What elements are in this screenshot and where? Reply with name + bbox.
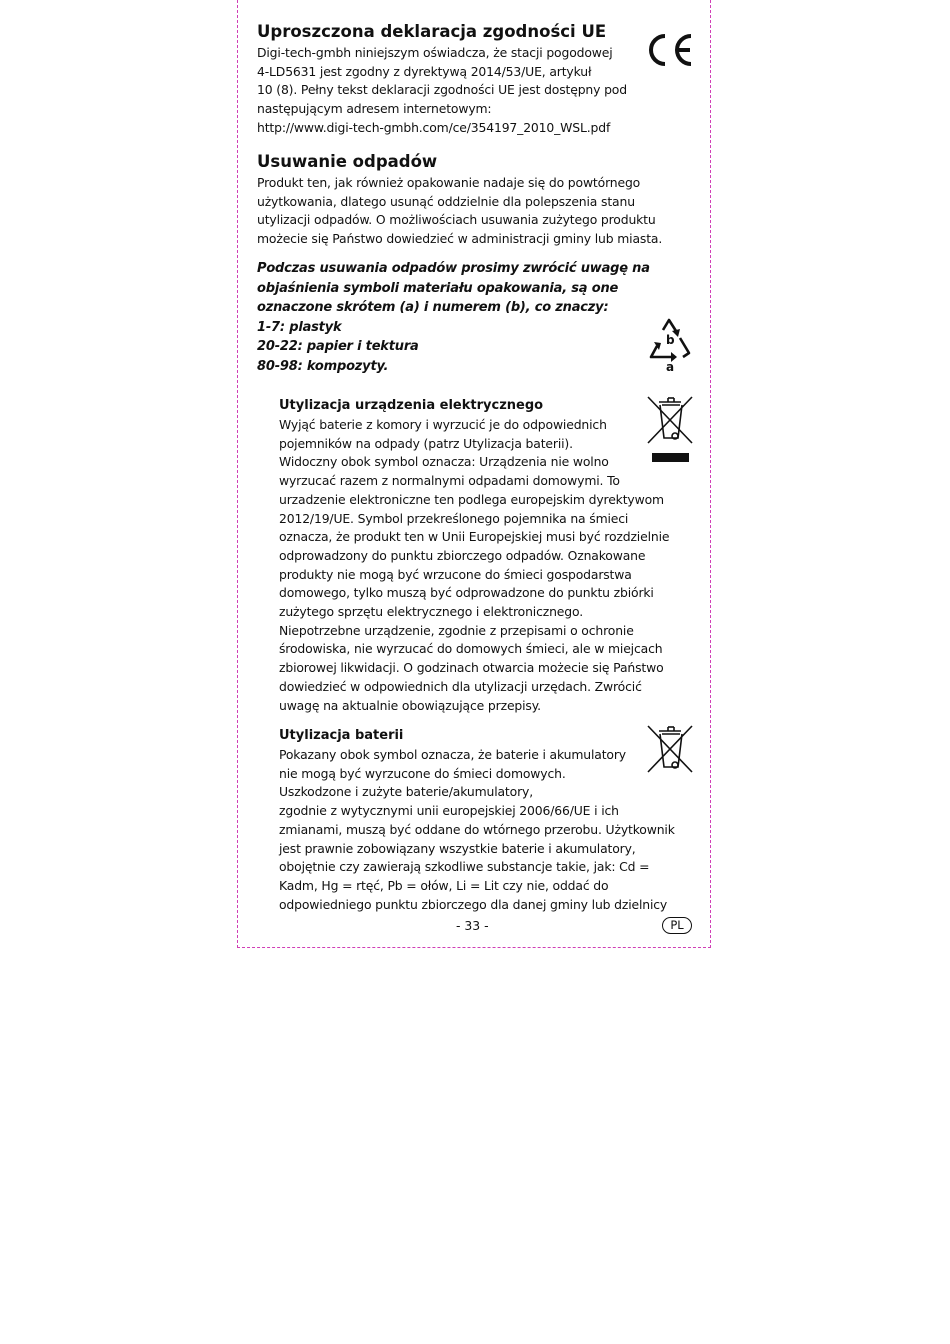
text-line: 4-LD5631 jest zgodny z dyrektywą 2014/53/UE, artykuł	[257, 63, 592, 79]
ce-mark-icon	[645, 32, 695, 68]
text-line: Wyjąć baterie z komory i wyrzucić je do odpowiednich	[279, 417, 607, 432]
electrical-disposal-title: Utylizacja urządzenia elektrycznego	[279, 398, 544, 413]
text-line: użytkowania, dlatego usunąć oddzielnie dla polepszenia stanu	[257, 193, 635, 209]
text-line: produkty nie mogą być wrzucone do śmieci gospodarstwa	[279, 566, 632, 582]
text-line: zbiorowej likwidacji. O godzinach otwarcia możecie się Państwo	[279, 660, 664, 676]
text-line: odpowiedniego punktu zbiorczego dla danej gminy lub dzielnicy	[279, 896, 668, 912]
text-line: zmianami, muszą być oddane do wtórnego przerobu. Użytkownik	[279, 821, 675, 837]
text-line: następującym adresem internetowym:	[257, 101, 492, 117]
text-line: uwagę na aktualnie obowiązujące przepisy.	[279, 697, 541, 713]
recycle-abbrev-label: a	[666, 360, 675, 374]
text-line: pojemników na odpady (patrz Utylizacja baterii).	[279, 435, 573, 451]
text-line: 20-22: papier i tektura	[257, 339, 419, 355]
crossed-out-bin-icon	[645, 394, 695, 466]
recycle-number-label: b	[666, 333, 675, 347]
eu-declaration-title: Uproszczona deklaracja zgodności UE	[257, 22, 607, 41]
text-line: objaśnienia symboli materiału opakowania, są one	[257, 280, 619, 296]
text-line: 80-98: kompozyty.	[257, 359, 389, 374]
text-line: Kadm, Hg = rtęć, Pb = ołów, Li = Lit czy nie, oddać do	[279, 877, 609, 893]
text-line: Produkt ten, jak również opakowanie nadaje się do powtórnego	[257, 175, 641, 190]
text-line: możecie się Państwo dowiedzieć w administracji gminy lub miasta.	[257, 231, 663, 247]
battery-disposal-title: Utylizacja baterii	[279, 728, 404, 743]
text-line: Uszkodzone i zużyte baterie/akumulatory,	[279, 784, 533, 800]
text-line: Digi-tech-gmbh niniejszym oświadcza, że stacji pogodowej	[257, 45, 613, 60]
text-line: środowiska, nie wyrzucać do domowych śmieci, ale w miejcach	[279, 641, 663, 657]
text-line: urzadzenie elektroniczne ten podlega europejskim dyrektywom	[279, 491, 664, 507]
text-line: wyrzucać razem z normalnymi odpadami domowymi. To	[279, 473, 620, 489]
waste-disposal-title: Usuwanie odpadów	[257, 152, 438, 171]
language-badge: PL	[662, 917, 692, 934]
text-line: utylizacji odpadów. O możliwościach usuwania zużytego produktu	[257, 212, 656, 228]
text-line: oznacza, że produkt ten w Unii Europejskiej musi być rozdzielnie	[279, 529, 670, 545]
text-line: Podczas usuwania odpadów prosimy zwrócić uwagę na	[257, 261, 650, 276]
text-line: Widoczny obok symbol oznacza: Urządzenia nie wolno	[279, 454, 609, 470]
crossed-out-bin-icon	[645, 723, 695, 773]
text-line: Pokazany obok symbol oznacza, że baterie i akumulatory	[279, 747, 626, 762]
url-line: http://www.digi-tech-gmbh.com/ce/354197_2010_WSL.pdf	[257, 119, 611, 135]
text-line: 1-7: plastyk	[257, 319, 342, 335]
text-line: obojętnie czy zawierają szkodliwe substancje takie, jak: Cd =	[279, 859, 650, 875]
text-line: odprowadzony do punktu zbiorczego odpadów. Oznakowane	[279, 547, 646, 563]
text-line: zużytego sprzętu elektrycznego i elektronicznego.	[279, 604, 583, 619]
text-line: zgodnie z wytycznymi unii europejskiej 2006/66/UE i ich	[279, 803, 619, 819]
page-number: - 33 -	[456, 918, 489, 933]
text-line: dowiedzieć w odpowiednich dla utylizacji urzędach. Zwrócić	[279, 678, 642, 694]
text-line: domowego, tylko muszą być odprowadzone do punktu zbiórki	[279, 585, 654, 601]
text-line: jest prawnie zobowiązany wszystkie baterie i akumulatory,	[279, 840, 636, 856]
text-line: oznaczone skrótem (a) i numerem (b), co znaczy:	[257, 300, 609, 316]
text-line: nie mogą być wyrzucone do śmieci domowych.	[279, 765, 566, 781]
text-line: 10 (8). Pełny tekst deklaracji zgodności UE jest dostępny pod	[257, 82, 627, 98]
text-line: 2012/19/UE. Symbol przekreślonego pojemnika na śmieci	[279, 510, 629, 526]
text-line: Niepotrzebne urządzenie, zgodnie z przepisami o ochronie	[279, 622, 634, 638]
